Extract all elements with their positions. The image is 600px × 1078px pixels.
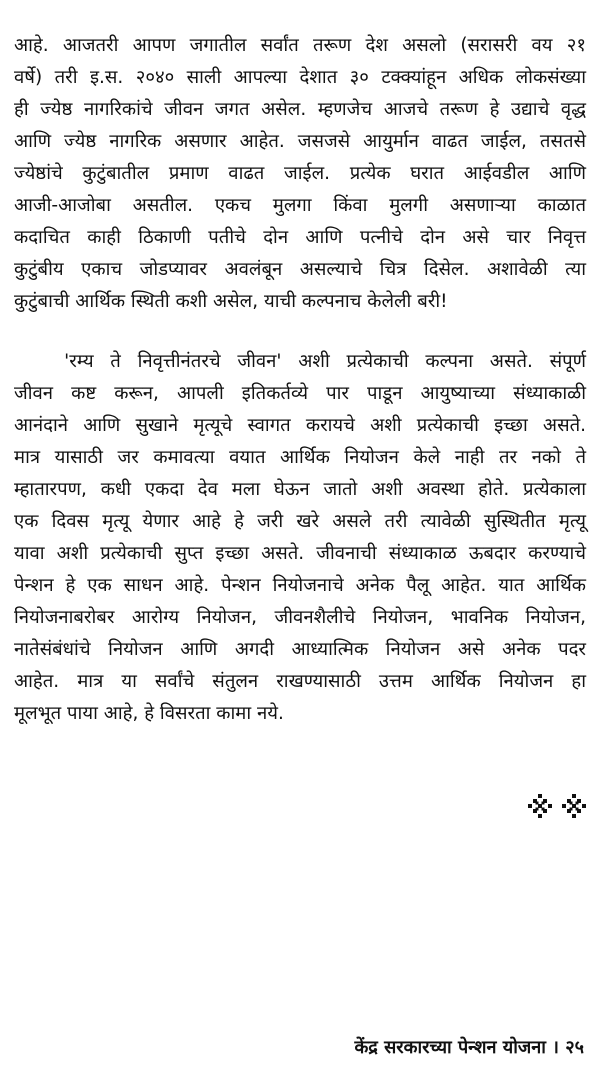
text-line: कुटुंबीय एकाच जोडप्यावर अवलंबून असल्याचे चित्र दिसेल. अशावेळी त्या — [14, 259, 586, 280]
text-line: आहे. आजतरी आपण जगातील सर्वांत तरूण देश असलो (सरासरी वय २१ — [14, 35, 586, 56]
text-line: आजी-आजोबा असतील. एकच मुलगा किंवा मुलगी असणाऱ्या काळात — [14, 195, 586, 216]
text-line: नियोजनाबरोबर आरोग्य नियोजन, जीवनशैलीचे नियोजन, भावनिक नियोजन, — [14, 607, 586, 628]
text-line: एक दिवस मृत्यू येणार आहे हे जरी खरे असले तरी त्यावेळी सुस्थितीत मृत्यू — [14, 511, 586, 532]
page-footer — [354, 1035, 584, 1061]
running-title: केंद्र सरकारच्या पेन्शन योजना — [354, 1037, 546, 1058]
text-line: यावा अशी प्रत्येकाची सुप्त इच्छा असते. जीवनाची संध्याकाळ ऊबदार करण्याचे — [14, 543, 586, 564]
text-line: जीवन कष्ट करून, आपली इतिकर्तव्ये पार पाडून आयुष्याच्या संध्याकाळी — [14, 383, 586, 404]
page-number: २५ — [565, 1037, 584, 1058]
text-line: कदाचित काही ठिकाणी पतीचे दोन आणि पत्नीचे दोन असे चार निवृत्त — [14, 227, 586, 248]
text-line: आणि ज्येष्ठ नागरिक असणार आहेत. जसजसे आयुर्मान वाढत जाईल, तसतसे — [14, 131, 586, 152]
paragraph-1 — [14, 30, 586, 318]
text-line: ही ज्येष्ठ नागरिकांचे जीवन जगत असेल. म्हणजेच आजचे तरूण हे उद्याचे वृद्ध — [14, 99, 586, 120]
paragraph-2 — [14, 346, 586, 730]
text-line: म्हातारपण, कधी एकदा देव मला घेऊन जातो अशी अवस्था होते. प्रत्येकाला — [14, 479, 586, 500]
text-line: वर्षे) तरी इ.स. २०४० साली आपल्या देशात ३० टक्क्यांहून अधिक लोकसंख्या — [14, 67, 586, 88]
text-line: मात्र यासाठी जर कमावत्या वयात आर्थिक नियोजन केले नाही तर नको ते — [14, 447, 586, 468]
footer-separator: । — [552, 1037, 559, 1058]
text-line: मूलभूत पाया आहे, हे विसरता कामा नये. — [14, 703, 284, 724]
text-line: पेन्शन हे एक साधन आहे. पेन्शन नियोजनाचे अनेक पैलू आहेत. यात आर्थिक — [14, 575, 586, 596]
text-line: आहेत. मात्र या सर्वांचे संतुलन राखण्यासाठी उत्तम आर्थिक नियोजन हा — [14, 671, 586, 692]
text-line: नातेसंबंधांचे नियोजन आणि अगदी आध्यात्मिक नियोजन असे अनेक पदर — [14, 639, 586, 660]
text-line: 'रम्य ते निवृत्तीनंतरचे जीवन' अशी प्रत्येकाची कल्पना असते. संपूर्ण — [14, 351, 586, 372]
decorative-knot-icon — [561, 793, 587, 819]
text-line: ज्येष्ठांचे कुटुंबातील प्रमाण वाढत जाईल. प्रत्येक घरात आईवडील आणि — [14, 163, 586, 184]
text-line: कुटुंबाची आर्थिक स्थिती कशी असेल, याची कल्पनाच केलेली बरी! — [14, 291, 448, 312]
section-ornaments — [527, 793, 591, 819]
text-line: आनंदाने आणि सुखाने मृत्यूचे स्वागत करायचे अशी प्रत्येकाची इच्छा असते. — [14, 415, 586, 436]
decorative-knot-icon — [527, 793, 553, 819]
